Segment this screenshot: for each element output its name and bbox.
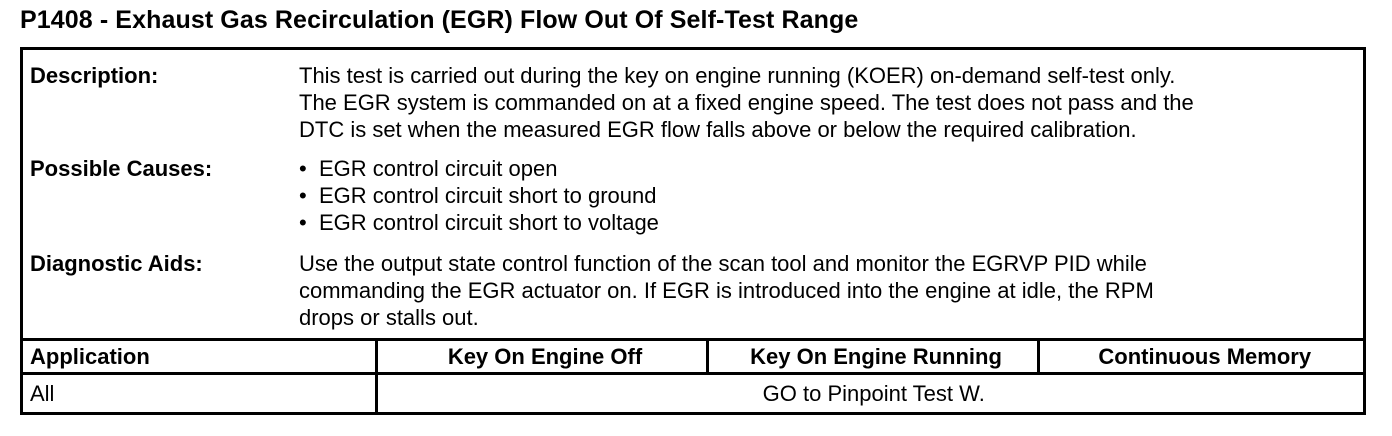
possible-causes-label: Possible Causes: xyxy=(30,156,213,181)
description-label: Description: xyxy=(30,63,159,88)
description-line: This test is carried out during the key on engine running (KOER) on-demand self-test only. xyxy=(299,63,1176,88)
description-line: The EGR system is commanded on at a fixed engine speed. The test does not pass and the xyxy=(299,90,1194,115)
table-header-row xyxy=(23,340,1363,374)
column-header-koeo: Key On Engine Off xyxy=(376,340,707,374)
diagnostic-aids-line: Use the output state control function of the scan tool and monitor the EGRVP PID while xyxy=(299,251,1147,276)
list-item xyxy=(299,209,1361,236)
bullet-icon: • xyxy=(299,156,307,181)
cause-text: EGR control circuit short to voltage xyxy=(319,210,659,235)
bullet-icon: • xyxy=(299,210,307,235)
list-item xyxy=(299,155,1361,182)
possible-causes-list xyxy=(299,155,1361,236)
table-row xyxy=(23,374,1363,413)
column-header-continuous-memory: Continuous Memory xyxy=(1038,340,1363,374)
diagnostic-aids-line: drops or stalls out. xyxy=(299,305,479,330)
description-line: DTC is set when the measured EGR flow falls above or below the required calibration. xyxy=(299,117,1137,142)
diagnostic-aids-text xyxy=(299,250,1361,331)
column-header-koer: Key On Engine Running xyxy=(707,340,1038,374)
description-text xyxy=(299,62,1361,143)
cause-text: EGR control circuit short to ground xyxy=(319,183,657,208)
bullet-icon: • xyxy=(299,183,307,208)
application-table xyxy=(23,338,1363,412)
dtc-info-frame xyxy=(20,47,1366,415)
cause-text: EGR control circuit open xyxy=(319,156,558,181)
diagnostic-aids-label: Diagnostic Aids: xyxy=(30,251,203,276)
column-header-application: Application xyxy=(23,340,376,374)
diagnostic-aids-line: commanding the EGR actuator on. If EGR is introduced into the engine at idle, the RPM xyxy=(299,278,1154,303)
cause-list xyxy=(299,155,1361,236)
list-item xyxy=(299,182,1361,209)
page-title: P1408 - Exhaust Gas Recirculation (EGR) Flow Out Of Self-Test Range xyxy=(20,6,859,34)
action-cell: GO to Pinpoint Test W. xyxy=(376,374,1363,413)
dtc-info-section xyxy=(23,50,1363,338)
application-cell: All xyxy=(23,374,376,413)
